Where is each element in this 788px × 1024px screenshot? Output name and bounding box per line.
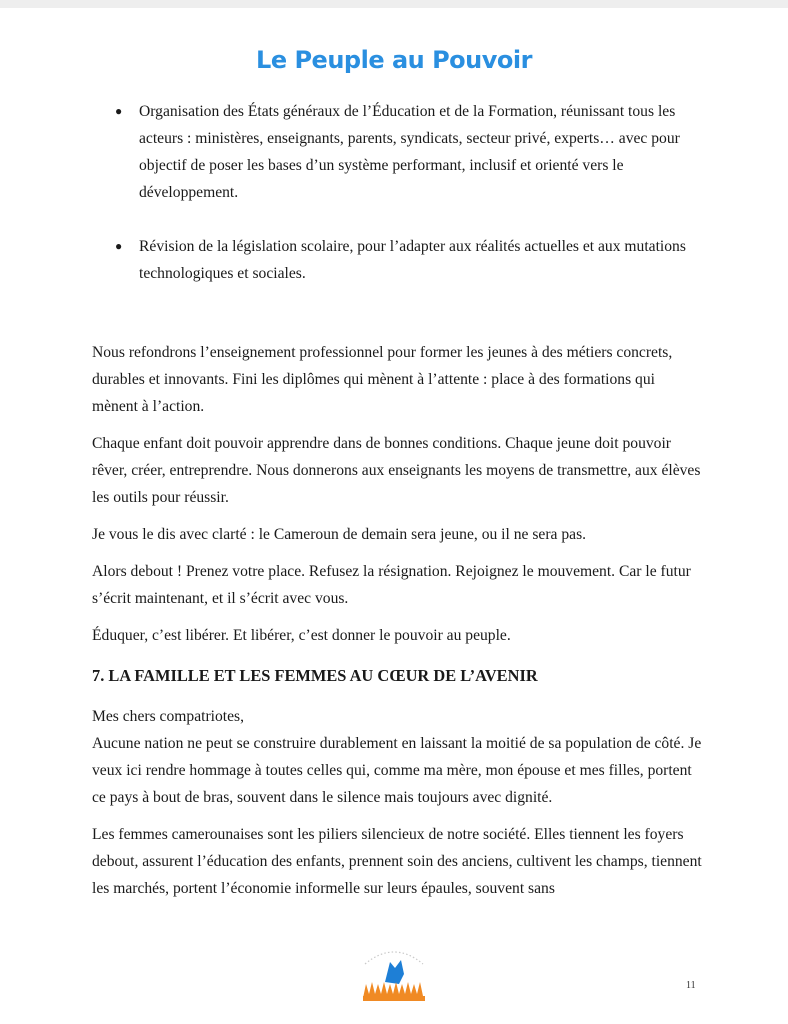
- page-header-title: Le Peuple au Pouvoir: [256, 46, 532, 74]
- paragraph-call-to-action: Alors debout ! Prenez votre place. Refusez la résignation. Rejoignez le mouvement. Car le futur s’écrit maintenant, et il s’écrit avec vous.: [92, 563, 691, 607]
- page-number: 11: [686, 980, 696, 991]
- paragraph-every-child: Chaque enfant doit pouvoir apprendre dans de bonnes conditions. Chaque jeune doit pouvoir rêver, créer, entreprendre. Nous donnerons aux enseignants les moyens de transmettre, aux élèves les outils pour réussir.: [92, 435, 701, 506]
- paragraph-educate: Éduquer, c’est libérer. Et libérer, c’est donner le pouvoir au peuple.: [92, 627, 511, 644]
- paragraph-vocational: Nous refondrons l’enseignement professionnel pour former les jeunes à des métiers concrets, durables et innovants. Fini les diplômes qui mènent à l’attente : place à des formations qui mènent à l’action.: [92, 344, 673, 415]
- paragraph-salutation: [92, 703, 702, 811]
- bullet-list: [92, 98, 702, 287]
- list-item: [92, 98, 702, 206]
- party-logo: [355, 938, 433, 1010]
- paragraph-clarity: Je vous le dis avec clarté : le Cameroun de demain sera jeune, ou il ne sera pas.: [92, 526, 587, 543]
- bullet-dot-icon: ●: [115, 239, 123, 253]
- bullet-dot-icon: ●: [115, 104, 123, 118]
- list-item-text: Organisation des États généraux de l’Éducation et de la Formation, réunissant tous les acteurs : ministères, enseignants, parents, syndicats, secteur privé, experts… avec pour objectif de poser les bases d’un système performant, inclusif et orienté vers le développement.: [139, 103, 680, 201]
- salutation: Mes chers compatriotes,: [92, 708, 244, 725]
- section-heading: 7. LA FAMILLE ET LES FEMMES AU CŒUR DE L’AVENIR: [92, 666, 538, 685]
- list-item: [92, 233, 702, 287]
- top-strip: [0, 0, 788, 8]
- paragraph-women: Les femmes camerounaises sont les piliers silencieux de notre société. Elles tiennent les foyers debout, assurent l’éducation des enfants, prennent soin des anciens, cultivent les champs, tiennent les marchés, portent l’économie informelle sur leurs épaules, souvent sans: [92, 826, 702, 897]
- salutation-body: Aucune nation ne peut se construire durablement en laissant la moitié de sa population de côté. Je veux ici rendre hommage à toutes celles qui, comme ma mère, mon épouse et mes filles, portent ce pays à bout de bras, souvent dans le silence mais toujours avec dignité.: [92, 735, 702, 806]
- document-body: [92, 98, 702, 912]
- logo-base-icon: [363, 996, 425, 1001]
- list-item-text: Révision de la législation scolaire, pour l’adapter aux réalités actuelles et aux mutations technologiques et sociales.: [139, 238, 686, 282]
